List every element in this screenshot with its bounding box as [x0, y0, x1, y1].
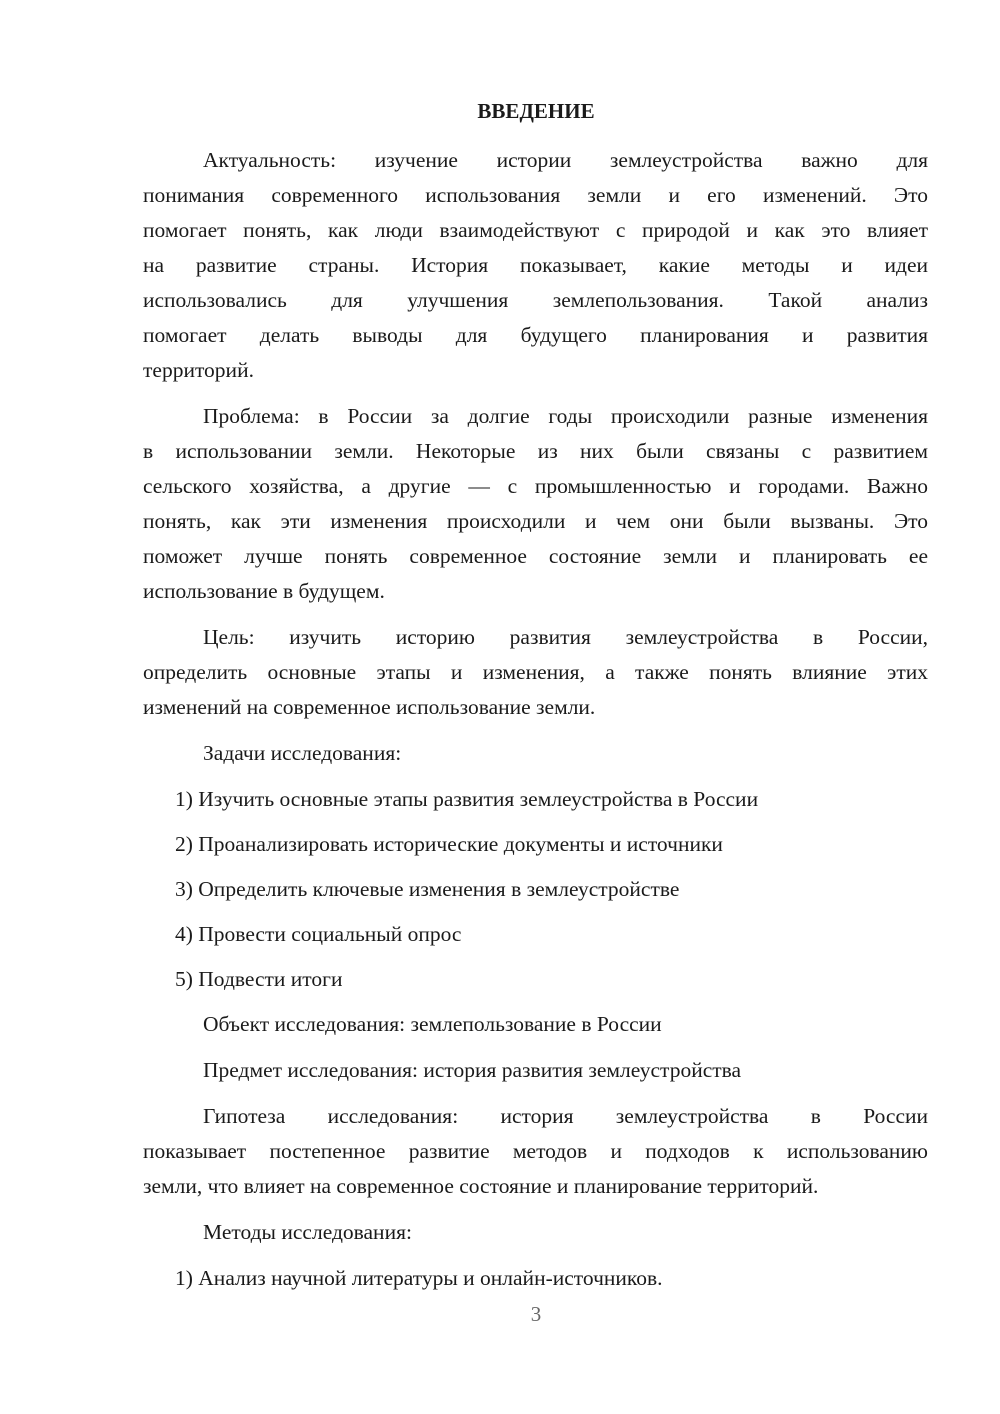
text-line: Проблема: в России за долгие годы происходили разные изменения [203, 404, 928, 428]
research-subject: Предмет исследования: история развития землеустройства [203, 1058, 742, 1082]
text-line: Гипотеза исследования: история землеустройства в России [203, 1104, 928, 1128]
text-line: понять, как эти изменения происходили и чем они были вызваны. Это [143, 509, 928, 533]
task-item: 4) Провести социальный опрос [175, 922, 462, 946]
goal-paragraph [143, 620, 928, 725]
tasks-heading: Задачи исследования: [203, 741, 402, 765]
page-number: 3 [530, 1302, 542, 1326]
page-title: ВВЕДЕНИЕ [477, 99, 595, 123]
text-line: поможет лучше понять современное состояние земли и планировать ее [143, 544, 928, 568]
text-line: на развитие страны. История показывает, какие методы и идеи [143, 253, 928, 277]
text-line: в использовании земли. Некоторые из них были связаны с развитием [143, 439, 928, 463]
hypothesis-paragraph [143, 1099, 928, 1204]
task-item: 5) Подвести итоги [175, 967, 343, 991]
problem-paragraph [143, 399, 928, 609]
text-line: помогает делать выводы для будущего планирования и развития [143, 323, 928, 347]
text-line: территорий. [143, 358, 254, 382]
research-object: Объект исследования: землепользование в России [203, 1012, 662, 1036]
methods-heading: Методы исследования: [203, 1220, 412, 1244]
task-item: 1) Изучить основные этапы развития землеустройства в России [175, 787, 759, 811]
task-item: 3) Определить ключевые изменения в землеустройстве [175, 877, 680, 901]
task-item: 2) Проанализировать исторические документы и источники [175, 832, 723, 856]
text-line: сельского хозяйства, а другие — с промышленностью и городами. Важно [143, 474, 928, 498]
document-body [143, 143, 928, 1306]
text-line: использование в будущем. [143, 579, 385, 603]
text-line: изменений на современное использование земли. [143, 695, 596, 719]
text-line: определить основные этапы и изменения, а также понять влияние этих [143, 660, 928, 684]
text-line: Цель: изучить историю развития землеустройства в России, [203, 625, 928, 649]
relevance-paragraph [143, 143, 928, 388]
text-line: земли, что влияет на современное состояние и планирование территорий. [143, 1174, 819, 1198]
text-line: Актуальность: изучение истории землеустройства важно для [203, 148, 928, 172]
method-item: 1) Анализ научной литературы и онлайн-источников. [175, 1266, 663, 1290]
text-line: помогает понять, как люди взаимодействуют с природой и как это влияет [143, 218, 928, 242]
text-line: понимания современного использования земли и его изменений. Это [143, 183, 928, 207]
text-line: показывает постепенное развитие методов и подходов к использованию [143, 1139, 928, 1163]
text-line: использовались для улучшения землепользования. Такой анализ [143, 288, 928, 312]
